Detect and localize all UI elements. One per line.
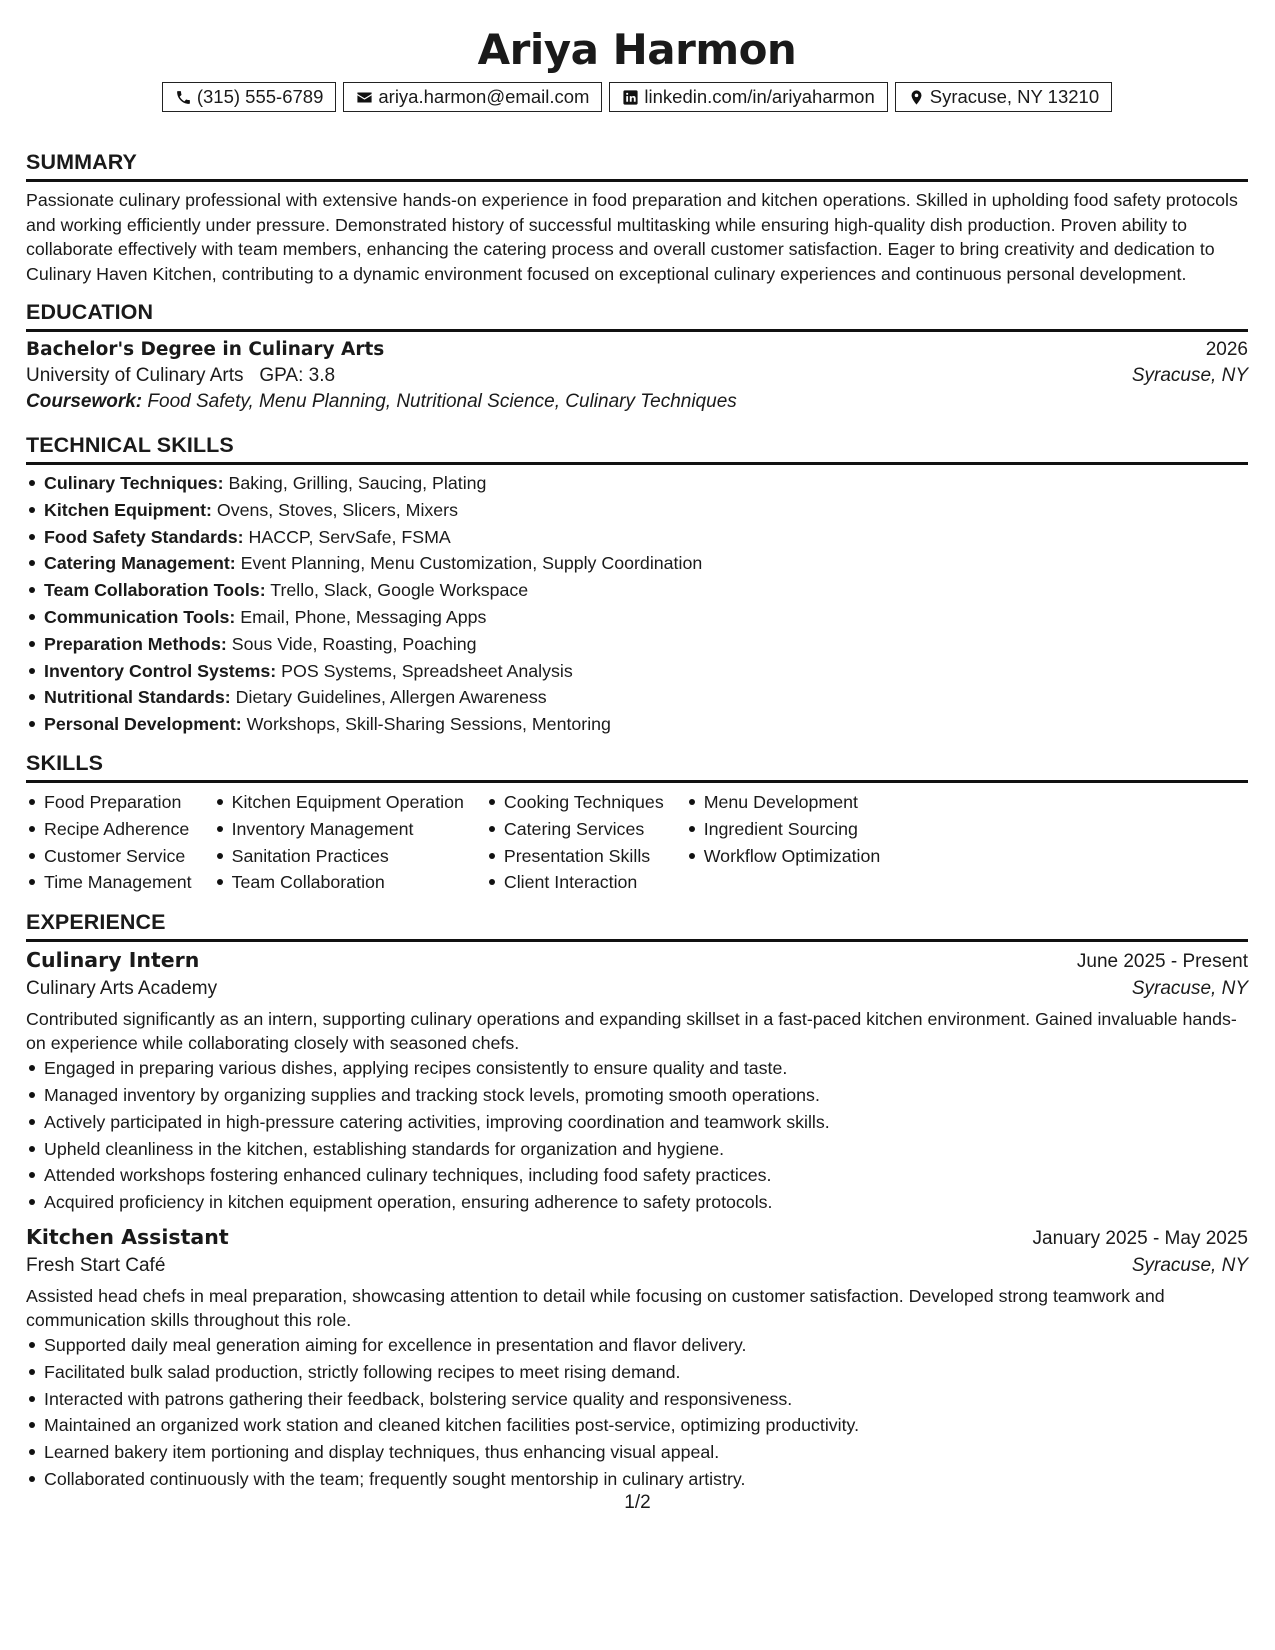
envelope-icon — [356, 89, 373, 106]
job-bullet: Engaged in preparing various dishes, applying recipes consistently to ensure quality and taste. — [44, 1055, 1248, 1082]
job-company-row — [26, 978, 1248, 1000]
email-text: ariya.harmon@email.com — [378, 86, 590, 107]
job-bullet: Managed inventory by organizing supplies and tracking stock levels, promoting smooth operations. — [44, 1082, 1248, 1109]
technical-skill-label: Communication Tools: — [44, 606, 236, 627]
skill-item: Customer Service — [44, 843, 192, 870]
technical-skill-value: Workshops, Skill-Sharing Sessions, Mentoring — [246, 714, 611, 735]
degree-title: Bachelor's Degree in Culinary Arts — [26, 339, 385, 360]
technical-skill-item — [44, 577, 1248, 604]
skills-column — [26, 789, 192, 896]
page-indicator: 1/2 — [624, 1492, 651, 1513]
technical-skill-label: Personal Development: — [44, 714, 242, 735]
education-degree-row — [26, 339, 1248, 361]
technical-skill-value: Event Planning, Menu Customization, Supply Coordination — [240, 553, 703, 574]
technical-skill-item — [44, 524, 1248, 551]
linkedin-icon — [622, 89, 639, 106]
contact-bar — [26, 82, 1248, 112]
job-company: Fresh Start Café — [26, 1254, 166, 1276]
job-company-row — [26, 1255, 1248, 1277]
coursework-label: Coursework: — [26, 391, 143, 412]
job-bullet: Upheld cleanliness in the kitchen, establishing standards for organization and hygiene. — [44, 1136, 1248, 1163]
location-contact — [895, 82, 1112, 112]
technical-skill-value: Dietary Guidelines, Allergen Awareness — [235, 687, 547, 708]
technical-skill-label: Kitchen Equipment: — [44, 499, 212, 520]
skill-item: Workflow Optimization — [704, 843, 881, 870]
job-bullet: Facilitated bulk salad production, strictly following recipes to meet rising demand. — [44, 1359, 1248, 1386]
skill-item: Food Preparation — [44, 789, 192, 816]
skill-item: Time Management — [44, 869, 192, 896]
skills-column — [486, 789, 664, 896]
technical-skill-item — [44, 684, 1248, 711]
skill-item: Presentation Skills — [504, 843, 664, 870]
skill-item: Team Collaboration — [232, 869, 464, 896]
location-text: Syracuse, NY 13210 — [929, 86, 1100, 107]
technical-skills-heading: TECHNICAL SKILLS — [26, 432, 1248, 465]
job-company: Culinary Arts Academy — [26, 978, 218, 1000]
technical-skill-value: Ovens, Stoves, Slicers, Mixers — [216, 499, 458, 520]
summary-section — [26, 149, 1248, 286]
technical-skill-label: Nutritional Standards: — [44, 687, 231, 708]
map-pin-icon — [908, 89, 925, 106]
gpa: GPA: 3.8 — [259, 365, 336, 386]
graduation-year: 2026 — [1205, 339, 1248, 360]
job-bullet: Supported daily meal generation aiming for excellence in presentation and flavor delivery. — [44, 1332, 1248, 1359]
summary-heading: SUMMARY — [26, 149, 1248, 182]
technical-skills-list — [26, 470, 1248, 738]
job-bullet: Attended workshops fostering enhanced culinary techniques, including food safety practices. — [44, 1162, 1248, 1189]
job-dates: January 2025 - May 2025 — [1032, 1227, 1248, 1249]
technical-skill-label: Preparation Methods: — [44, 633, 227, 654]
job-description: Assisted head chefs in meal preparation, showcasing attention to detail while focusing on customer satisfaction. Developed strong teamwork and communication skills throughout this role. — [26, 1285, 1165, 1330]
job-list — [26, 948, 1248, 1493]
job-location: Syracuse, NY — [1131, 978, 1248, 1000]
job-title: Kitchen Assistant — [26, 1224, 229, 1249]
summary-text: Passionate culinary professional with extensive hands-on experience in food preparation and kitchen operations. Skilled in upholding food safety protocols and working efficiently under pressure. Demonstrated history of successful multitasking while ensuring high-quality dish production. Proven ability to collaborate effectively with team members, enhancing the catering process and overall customer satisfaction. Eager to bring creativity and dedication to Culinary Haven Kitchen, contributing to a dynamic environment focused on exceptional culinary experiences and continuous personal development. — [26, 190, 1238, 284]
phone-icon — [175, 89, 192, 106]
coursework-list: Food Safety, Menu Planning, Nutritional Science, Culinary Techniques — [147, 391, 737, 412]
job-bullet: Maintained an organized work station and cleaned kitchen facilities post-service, optimizing productivity. — [44, 1412, 1248, 1439]
skills-heading: SKILLS — [26, 750, 1248, 783]
skills-grid — [26, 789, 1248, 896]
technical-skill-item — [44, 470, 1248, 497]
skills-column — [686, 789, 881, 896]
skill-item: Inventory Management — [232, 816, 464, 843]
linkedin-text: linkedin.com/in/ariyaharmon — [644, 86, 875, 107]
technical-skills-section — [26, 432, 1248, 738]
technical-skill-item — [44, 631, 1248, 658]
skill-item: Catering Services — [504, 816, 664, 843]
technical-skill-item — [44, 604, 1248, 631]
resume-page — [26, 0, 1248, 1493]
experience-heading: EXPERIENCE — [26, 909, 1248, 942]
job-bullets — [26, 1055, 1248, 1216]
technical-skill-value: Baking, Grilling, Saucing, Plating — [228, 473, 487, 493]
education-school-row — [26, 365, 1248, 387]
school-info — [26, 365, 335, 387]
job-title: Culinary Intern — [26, 948, 200, 973]
school-location: Syracuse, NY — [1131, 365, 1248, 386]
technical-skill-item — [44, 550, 1248, 577]
phone-text: (315) 555-6789 — [196, 86, 324, 107]
technical-skill-value: HACCP, ServSafe, FSMA — [248, 526, 451, 547]
technical-skill-label: Team Collaboration Tools: — [44, 580, 266, 601]
skills-section — [26, 750, 1248, 896]
skills-column — [214, 789, 464, 896]
technical-skill-label: Inventory Control Systems: — [44, 660, 277, 681]
job-bullet: Learned bakery item portioning and display techniques, thus enhancing visual appeal. — [44, 1439, 1248, 1466]
skill-item: Sanitation Practices — [232, 843, 464, 870]
skill-item: Kitchen Equipment Operation — [232, 789, 464, 816]
technical-skill-value: Email, Phone, Messaging Apps — [240, 606, 487, 627]
technical-skill-item — [44, 658, 1248, 685]
skill-item: Ingredient Sourcing — [704, 816, 881, 843]
phone-contact[interactable] — [162, 82, 337, 112]
job-description: Contributed significantly as an intern, supporting culinary operations and expanding skillset in a fast-paced kitchen environment. Gained invaluable hands-on experience while collaborating closely with seasoned chefs. — [26, 1009, 1237, 1054]
education-section — [26, 299, 1248, 413]
job-bullets — [26, 1332, 1248, 1493]
technical-skill-label: Food Safety Standards: — [44, 526, 244, 547]
job-bullet: Collaborated continuously with the team; frequently sought mentorship in culinary artistry. — [44, 1466, 1248, 1493]
skill-item: Recipe Adherence — [44, 816, 192, 843]
technical-skill-value: POS Systems, Spreadsheet Analysis — [281, 660, 573, 681]
job-entry — [26, 1225, 1248, 1493]
coursework-line — [26, 391, 1248, 413]
email-contact[interactable] — [343, 82, 602, 112]
job-entry — [26, 948, 1248, 1216]
technical-skill-item — [44, 711, 1248, 738]
job-title-row — [26, 948, 1248, 973]
job-bullet: Acquired proficiency in kitchen equipment operation, ensuring adherence to safety protocols. — [44, 1189, 1248, 1216]
job-bullet: Actively participated in high-pressure catering activities, improving coordination and teamwork skills. — [44, 1109, 1248, 1136]
skill-item: Cooking Techniques — [504, 789, 664, 816]
technical-skill-item — [44, 497, 1248, 524]
skill-item: Client Interaction — [504, 869, 664, 896]
job-bullet: Interacted with patrons gathering their feedback, bolstering service quality and responsiveness. — [44, 1386, 1248, 1413]
job-title-row — [26, 1225, 1248, 1250]
technical-skill-value: Sous Vide, Roasting, Poaching — [231, 633, 477, 654]
technical-skill-label: Culinary Techniques: — [44, 473, 224, 493]
skill-item: Menu Development — [704, 789, 881, 816]
technical-skill-label: Catering Management: — [44, 553, 236, 574]
candidate-name: Ariya Harmon — [477, 25, 797, 74]
experience-section — [26, 909, 1248, 1493]
linkedin-contact[interactable] — [609, 82, 887, 112]
technical-skill-value: Trello, Slack, Google Workspace — [270, 580, 529, 601]
school-name: University of Culinary Arts — [26, 365, 244, 386]
job-dates: June 2025 - Present — [1076, 951, 1248, 973]
education-heading: EDUCATION — [26, 299, 1248, 332]
job-location: Syracuse, NY — [1131, 1254, 1248, 1276]
